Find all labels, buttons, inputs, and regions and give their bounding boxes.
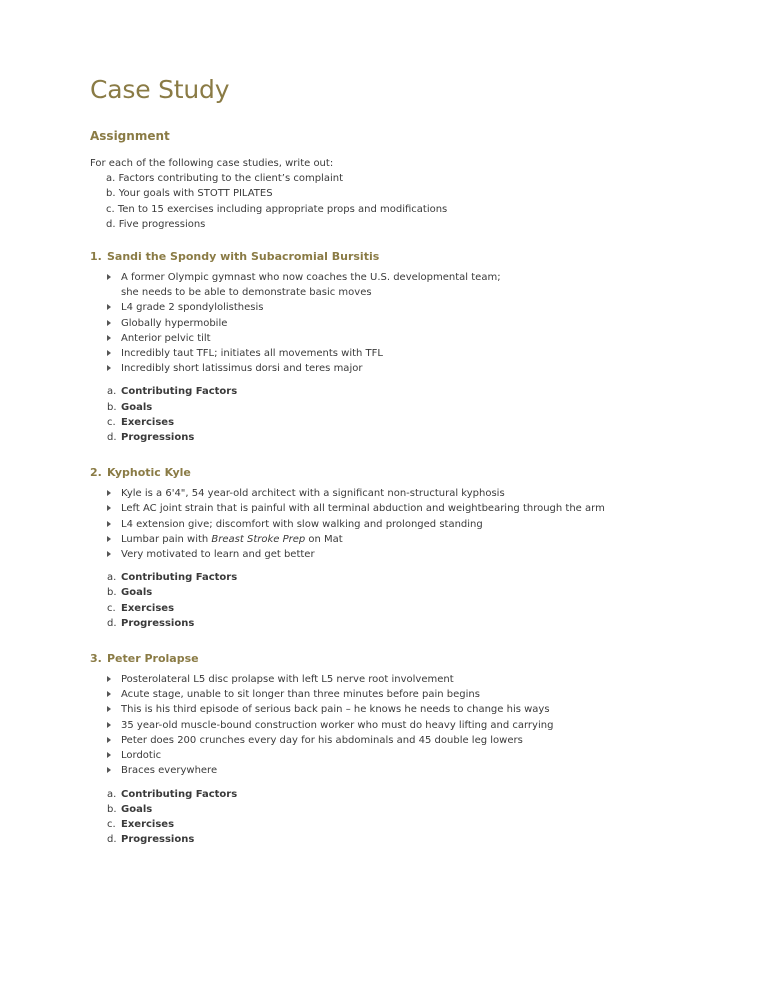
case-bullets xyxy=(90,270,772,376)
answer-label: Exercises xyxy=(121,818,175,830)
answer-sections xyxy=(90,384,772,445)
bullet-text: Anterior pelvic tilt xyxy=(121,332,211,344)
answer-label: Contributing Factors xyxy=(121,788,238,800)
bullet-item xyxy=(107,763,772,778)
case-title xyxy=(90,249,772,265)
bullet-text: Left AC joint strain that is painful with all terminal abduction and weightbearing through the arm xyxy=(121,503,605,515)
answer-row xyxy=(107,616,772,631)
answer-row xyxy=(107,400,772,415)
bullet-text: Incredibly short latissimus dorsi and teres major xyxy=(121,363,363,375)
answer-letter: c. xyxy=(107,602,116,614)
page-title: Case Study xyxy=(90,75,230,104)
bullet-arrow-icon xyxy=(107,767,111,773)
bullet-arrow-icon xyxy=(107,304,111,310)
answer-letter: b. xyxy=(107,401,117,413)
bullet-arrow-icon xyxy=(107,274,111,280)
case-title xyxy=(90,651,772,667)
bullet-arrow-icon xyxy=(107,490,111,496)
assignment-instructions xyxy=(90,156,772,232)
bullet-arrow-icon xyxy=(107,365,111,371)
bullet-arrow-icon xyxy=(107,722,111,728)
bullet-arrow-icon xyxy=(107,737,111,743)
bullet-item xyxy=(107,270,772,300)
bullet-text: Acute stage, unable to sit longer than three minutes before pain begins xyxy=(121,689,480,701)
bullet-item xyxy=(107,718,772,733)
bullet-text: Braces everywhere xyxy=(121,765,218,777)
assignment-item xyxy=(90,217,772,232)
bullet-text: L4 extension give; discomfort with slow walking and prolonged standing xyxy=(121,518,483,530)
bullet-item xyxy=(107,361,772,376)
bullet-item xyxy=(107,733,772,748)
answer-label: Progressions xyxy=(121,834,195,846)
bullet-item xyxy=(107,346,772,361)
bullet-item xyxy=(107,517,772,532)
answer-row xyxy=(107,787,772,802)
answer-letter: d. xyxy=(107,617,117,629)
bullet-item xyxy=(107,532,772,547)
answer-label: Goals xyxy=(121,587,153,599)
answer-letter: a. xyxy=(107,386,117,398)
bullet-text: Lordotic xyxy=(121,750,162,762)
answer-row xyxy=(107,817,772,832)
case-study-3 xyxy=(90,651,772,847)
bullet-arrow-icon xyxy=(107,335,111,341)
answer-label: Exercises xyxy=(121,416,175,428)
answer-letter: b. xyxy=(107,587,117,599)
bullet-text: This is his third episode of serious back pain – he knows he needs to change his ways xyxy=(121,704,550,716)
answer-sections xyxy=(90,787,772,848)
answer-label: Goals xyxy=(121,803,153,815)
case-number: 2. xyxy=(90,466,102,480)
bullet-arrow-icon xyxy=(107,350,111,356)
case-title xyxy=(90,465,772,481)
bullet-arrow-icon xyxy=(107,551,111,557)
bullet-italic-text: Breast Stroke Prep xyxy=(211,533,306,545)
bullet-item xyxy=(107,501,772,516)
answer-letter: c. xyxy=(107,416,116,428)
bullet-text: L4 grade 2 spondylolisthesis xyxy=(121,302,264,314)
answer-row xyxy=(107,430,772,445)
bullet-arrow-icon xyxy=(107,752,111,758)
answer-label: Contributing Factors xyxy=(121,572,238,584)
bullet-text: 35 year-old muscle-bound construction worker who must do heavy lifting and carrying xyxy=(121,719,554,731)
bullet-text: Globally hypermobile xyxy=(121,317,228,329)
case-bullets xyxy=(90,486,772,562)
bullet-item xyxy=(107,331,772,346)
case-study-1 xyxy=(90,249,772,445)
case-number: 3. xyxy=(90,652,102,666)
bullet-item xyxy=(107,702,772,717)
answer-row xyxy=(107,832,772,847)
answer-row xyxy=(107,415,772,430)
bullet-text: Kyle is a 6'4", 54 year-old architect with a significant non-structural kyphosis xyxy=(121,488,505,500)
assignment-item xyxy=(90,186,772,201)
answer-label: Progressions xyxy=(121,617,195,629)
bullet-arrow-icon xyxy=(107,706,111,712)
bullet-text: A former Olympic gymnast who now coaches the U.S. developmental team; xyxy=(121,272,501,284)
answer-row xyxy=(107,570,772,585)
answer-label: Exercises xyxy=(121,602,175,614)
bullet-text: Posterolateral L5 disc prolapse with left L5 nerve root involvement xyxy=(121,674,454,686)
assignment-item xyxy=(90,202,772,217)
item-text: Five progressions xyxy=(118,218,206,230)
bullet-arrow-icon xyxy=(107,691,111,697)
bullet-arrow-icon xyxy=(107,320,111,326)
case-title-text: Peter Prolapse xyxy=(107,652,199,666)
bullet-item xyxy=(107,316,772,331)
case-title-text: Sandi the Spondy with Subacromial Bursitis xyxy=(107,250,380,264)
answer-row xyxy=(107,585,772,600)
bullet-text: Very motivated to learn and get better xyxy=(121,549,315,561)
item-text: Ten to 15 exercises including appropriate props and modifications xyxy=(117,203,448,215)
answer-sections xyxy=(90,570,772,631)
bullet-item xyxy=(107,547,772,562)
bullet-item xyxy=(107,687,772,702)
bullet-arrow-icon xyxy=(107,505,111,511)
bullet-text: Incredibly taut TFL; initiates all movements with TFL xyxy=(121,348,383,360)
case-title-text: Kyphotic Kyle xyxy=(107,466,191,480)
bullet-text: Lumbar pain with xyxy=(121,533,212,545)
answer-letter: d. xyxy=(107,432,117,444)
answer-letter: b. xyxy=(107,803,117,815)
bullet-text-continuation: she needs to be able to demonstrate basic moves xyxy=(121,287,372,299)
bullet-arrow-icon xyxy=(107,676,111,682)
assignment-intro: For each of the following case studies, write out: xyxy=(90,158,334,169)
bullet-arrow-icon xyxy=(107,536,111,542)
bullet-arrow-icon xyxy=(107,521,111,527)
bullet-item xyxy=(107,300,772,315)
answer-row xyxy=(107,802,772,817)
bullet-item xyxy=(107,486,772,501)
answer-label: Contributing Factors xyxy=(121,386,238,398)
assignment-item xyxy=(90,171,772,186)
item-letter: b. xyxy=(106,188,116,200)
item-letter: c. xyxy=(106,203,115,215)
answer-letter: a. xyxy=(107,788,117,800)
bullet-text: Peter does 200 crunches every day for his abdominals and 45 double leg lowers xyxy=(121,734,523,746)
answer-letter: d. xyxy=(107,834,117,846)
answer-label: Progressions xyxy=(121,432,195,444)
assignment-heading: Assignment xyxy=(90,129,170,143)
answer-label: Goals xyxy=(121,401,153,413)
item-letter: a. xyxy=(106,173,116,185)
case-bullets xyxy=(90,672,772,778)
answer-letter: c. xyxy=(107,818,116,830)
case-number: 1. xyxy=(90,250,102,264)
bullet-text-after: on Mat xyxy=(305,533,343,545)
case-study-2 xyxy=(90,465,772,631)
answer-letter: a. xyxy=(107,572,117,584)
item-text: Factors contributing to the client’s complaint xyxy=(118,173,344,185)
answer-row xyxy=(107,384,772,399)
item-text: Your goals with STOTT PILATES xyxy=(118,188,273,200)
answer-row xyxy=(107,601,772,616)
item-letter: d. xyxy=(106,218,116,230)
bullet-item xyxy=(107,748,772,763)
bullet-item xyxy=(107,672,772,687)
